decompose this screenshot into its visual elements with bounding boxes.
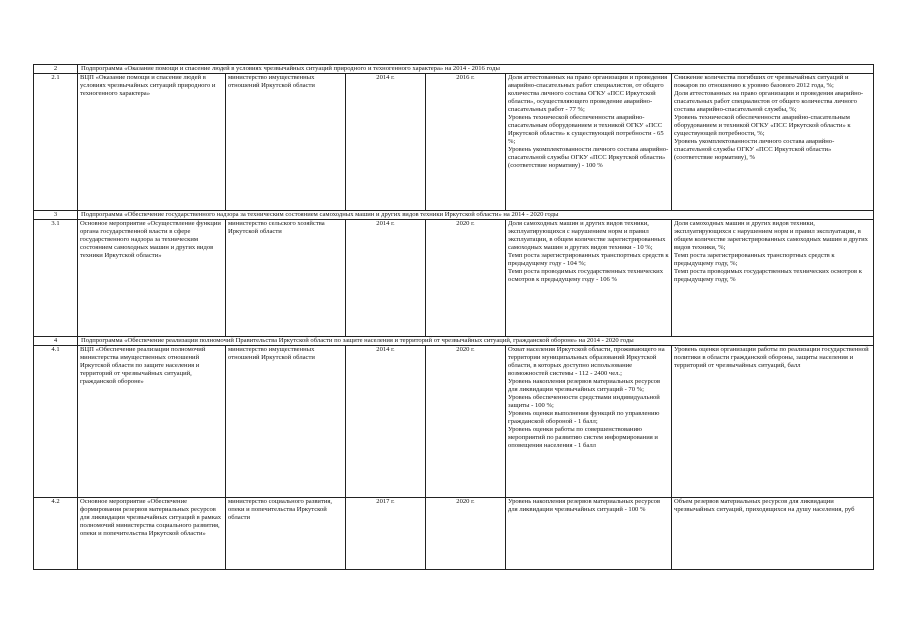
table-row-4-1 — [34, 346, 874, 498]
result-item: Темп роста проводимых государственных технических осмотров к предыдущему году, % — [674, 268, 862, 284]
end-year: 2016 г. — [426, 74, 506, 211]
indicator-item: Уровень накопления резервов материальных ресурсов для ликвидации чрезвычайных ситуаций - 70 %; — [508, 378, 661, 394]
subprogram-row-2 — [34, 65, 874, 74]
indicator-item: Уровень оценки работы по совершенствованию мероприятий по развитию систем информирования и оповещения населения - 1 балл — [508, 426, 658, 450]
subprogram-title: Подпрограмма «Обеспечение реализации полномочий Правительства Иркутской области по защите населения и территорий от чрезвычайных ситуаций, гражданской обороне» на 2014 - 2020 годы — [78, 337, 874, 346]
indicators — [506, 346, 672, 498]
executor: министерство имущественных отношений Иркутской области — [226, 346, 346, 498]
result-item: Доля аттестованных на право организации и проведения аварийно-спасательных работ специалистов от общего количества личного состава аварийно-спасательной службы, %; — [674, 90, 864, 114]
indicator-item: Уровень оценки выполнения функций по управлению гражданской обороной - 1 балл; — [508, 410, 660, 426]
program-table — [33, 64, 874, 570]
results — [672, 220, 874, 337]
indicator-item: Охват населения Иркутской области, проживающего на территории муниципальных образований Иркутской области, в которых доступно использование возможностей системы - 112 - 2400 чел.; — [508, 346, 665, 378]
result-item: Объем резервов материальных ресурсов для ликвидации чрезвычайных ситуаций, приходящихся на душу населения, руб — [674, 498, 855, 514]
result-item: Темп роста зарегистрированных транспортных средств к предыдущему году, %; — [674, 252, 835, 268]
measure-name: Основное мероприятие «Осуществление функции органа государственной власти в сфере государственного надзора за техническим состоянием самоходных машин и других видов техники Иркутской области» — [78, 220, 226, 337]
results — [672, 498, 874, 570]
indicators — [506, 74, 672, 211]
indicators — [506, 498, 672, 570]
subprogram-row-3 — [34, 211, 874, 220]
executor: министерство социального развития, опеки и попечительства Иркутской области — [226, 498, 346, 570]
indicator-item: Уровень накопления резервов материальных ресурсов для ликвидации чрезвычайных ситуаций - 100 % — [508, 498, 661, 514]
indicator-item: Темп роста зарегистрированных транспортных средств к предыдущему году - 104 %; — [508, 252, 669, 268]
results — [672, 346, 874, 498]
result-item: Доля самоходных машин и других видов техники, эксплуатирующихся с нарушением норм и правил эксплуатации, в общем количестве зарегистрированных самоходных машин и других видов техники, %; — [674, 220, 868, 252]
start-year: 2014 г. — [346, 220, 426, 337]
indicator-item: Темп роста проводимых государственных технических осмотров к предыдущему году - 106 % — [508, 268, 663, 284]
indicator-item: Уровень обеспеченности средствами индивидуальной защиты - 100 %; — [508, 394, 660, 410]
row-number: 4.2 — [34, 498, 78, 570]
indicator-item: Уровень укомплектованности личного состава аварийно-спасательной службы ОГКУ «ПСС Иркутской области» (соответствие нормативу) - 100 % — [508, 146, 669, 170]
start-year: 2017 г. — [346, 498, 426, 570]
indicator-item: Доля аттестованных на право организации и проведения аварийно-спасательных работ специалистов, от общего количества личного состава ОГКУ «ПСС Иркутской области», осуществляющего проведение аварийно-спасательных работ - 77 %; — [508, 74, 668, 114]
subprogram-title: Подпрограмма «Обеспечение государственного надзора за техническим состоянием самоходных машин и других видов техники Иркутской области» на 2014 - 2020 годы — [78, 211, 874, 220]
subprogram-title: Подпрограмма «Оказание помощи и спасение людей в условиях чрезвычайных ситуаций природного и техногенного характера» на 2014 - 2016 годы — [78, 65, 874, 74]
end-year: 2020 г. — [426, 346, 506, 498]
row-number: 3.1 — [34, 220, 78, 337]
result-item: Уровень оценки организации работы по реализации государственной политики в области гражданской обороны, защиты населения и территорий от чрезвычайных ситуаций, балл — [674, 346, 869, 370]
end-year: 2020 г. — [426, 220, 506, 337]
row-number: 3 — [34, 211, 78, 220]
row-number: 4.1 — [34, 346, 78, 498]
measure-name: ВЦП «Оказание помощи и спасение людей в условиях чрезвычайных ситуаций природного и техногенного характера» — [78, 74, 226, 211]
result-item: Уровень укомплектованности личного состава аварийно-спасательной службы ОГКУ «ПСС Иркутской области» (соответствие нормативу), % — [674, 138, 835, 162]
start-year: 2014 г. — [346, 74, 426, 211]
table-row-3-1 — [34, 220, 874, 337]
table-row-2-1 — [34, 74, 874, 211]
row-number: 2.1 — [34, 74, 78, 211]
result-item: Снижение количества погибших от чрезвычайных ситуаций и пожаров по отношению к уровню базового 2012 года, %; — [674, 74, 849, 90]
end-year: 2020 г. — [426, 498, 506, 570]
measure-name: Основное мероприятие «Обеспечение формирования резервов материальных ресурсов для ликвидации чрезвычайных ситуаций в рамках полномочий министерства социального развития, опеки и попечительства Иркутской области» — [78, 498, 226, 570]
executor: министерство сельского хозяйства Иркутской области — [226, 220, 346, 337]
start-year: 2014 г. — [346, 346, 426, 498]
subprogram-row-4 — [34, 337, 874, 346]
indicators — [506, 220, 672, 337]
executor: министерство имущественных отношений Иркутской области — [226, 74, 346, 211]
results — [672, 74, 874, 211]
table-row-4-2 — [34, 498, 874, 570]
indicator-item: Уровень технической обеспеченности аварийно-спасательным оборудованием и техникой ОГКУ «ПСС Иркутской области» к существующей потребности - 65 %; — [508, 114, 664, 146]
measure-name: ВЦП «Обеспечение реализации полномочий министерства имущественных отношений Иркутской области по защите населения и территорий от чрезвычайных ситуаций, гражданской обороне» — [78, 346, 226, 498]
indicator-item: Доля самоходных машин и других видов техники, эксплуатирующихся с нарушением норм и правил эксплуатации, в общем количестве зарегистрированных самоходных машин и других видов техники - 10 %; — [508, 220, 666, 252]
row-number: 2 — [34, 65, 78, 74]
row-number: 4 — [34, 337, 78, 346]
result-item: Уровень технической обеспеченности аварийно-спасательным оборудованием и техникой ОГКУ «ПСС Иркутской области» к существующей потребности, %; — [674, 114, 851, 138]
